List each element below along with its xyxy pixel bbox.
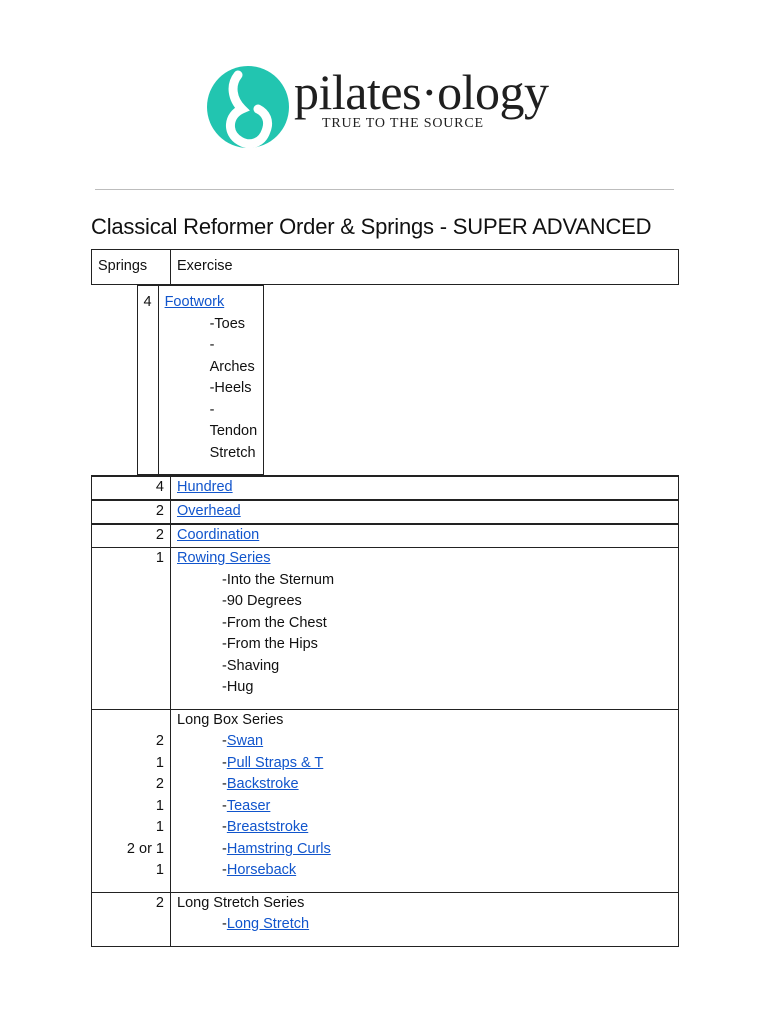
- dash: -: [222, 819, 227, 835]
- coordination-link[interactable]: Coordination: [177, 527, 260, 543]
- sub-item: -Shaving: [222, 657, 280, 674]
- sub-item: [177, 817, 672, 839]
- sub-item: [177, 796, 672, 818]
- sub-item: -Into the Sternum: [222, 571, 335, 588]
- springs-value: 1: [155, 754, 164, 771]
- sub-item: [177, 860, 672, 882]
- exercise-cell: [171, 709, 679, 892]
- dash: -: [222, 916, 227, 932]
- exercise-cell: [171, 476, 679, 500]
- dash: -: [222, 862, 227, 878]
- table-row: [92, 548, 679, 710]
- table-row: [92, 285, 171, 475]
- springs-value: 2 or 1: [126, 840, 164, 857]
- table-row: [92, 892, 679, 946]
- long-box-series-label: Long Box Series: [177, 711, 284, 728]
- sub-item: -Heels: [209, 380, 252, 396]
- springs-cell: 2: [92, 524, 171, 548]
- sub-item: [177, 774, 672, 796]
- dash: -: [222, 840, 227, 857]
- hamstring-curls-link[interactable]: Hamstring Curls: [226, 840, 331, 857]
- table-row: [92, 476, 679, 500]
- sub-item: [177, 731, 672, 753]
- long-stretch-link[interactable]: Long Stretch: [226, 916, 310, 932]
- rowing-series-link[interactable]: Rowing Series: [177, 550, 271, 566]
- exercise-cell: [171, 548, 679, 710]
- pull-straps-link[interactable]: Pull Straps & T: [226, 754, 324, 771]
- header-divider: [95, 189, 674, 190]
- pilatesology-logo: [206, 62, 586, 154]
- logo-tagline: TRUE TO THE SOURCE: [322, 116, 484, 131]
- sub-item: -Toes: [209, 315, 246, 332]
- springs-cell: 2: [92, 500, 171, 524]
- springs-value: 1: [155, 797, 164, 814]
- springs-cell: 1: [92, 548, 171, 710]
- table-row: [92, 709, 679, 892]
- page-title: Classical Reformer Order & Springs - SUPER ADVANCED: [91, 214, 652, 239]
- breaststroke-link[interactable]: Breaststroke: [226, 819, 309, 835]
- sub-item: -90 Degrees: [222, 593, 302, 609]
- sub-item: -Hug: [222, 679, 254, 695]
- springs-value: 1: [155, 862, 164, 878]
- springs-value: 2: [155, 776, 164, 792]
- sub-item: -From the Chest: [222, 614, 327, 631]
- horseback-link[interactable]: Horseback: [226, 862, 297, 878]
- exercise-cell: [171, 524, 679, 548]
- exercise-cell: [171, 500, 679, 524]
- springs-cell: 4: [137, 286, 158, 475]
- springs-cell: [92, 709, 171, 892]
- dash: -: [222, 754, 227, 771]
- swan-link[interactable]: Swan: [226, 733, 264, 749]
- springs-column-header: Springs: [92, 250, 171, 285]
- exercise-cell: [171, 892, 679, 946]
- overhead-link[interactable]: Overhead: [177, 503, 241, 519]
- exercise-column-header: Exercise: [171, 250, 679, 285]
- long-stretch-series-label: Long Stretch Series: [177, 894, 305, 911]
- springs-value: 1: [155, 819, 164, 835]
- springs-cell: 2: [92, 892, 171, 946]
- sub-item: -From the Hips: [222, 636, 318, 652]
- sub-item: [177, 839, 672, 861]
- dash: -: [222, 733, 227, 749]
- springs-cell: 4: [92, 476, 171, 500]
- pilatesology-logo-mark: [206, 65, 290, 149]
- sub-item: -Arches: [209, 337, 255, 375]
- sub-item: [177, 753, 672, 775]
- sub-item: [177, 914, 672, 936]
- logo-wordmark: pilates·ology: [294, 64, 549, 120]
- hundred-link[interactable]: Hundred: [177, 479, 233, 495]
- table-row: [92, 500, 679, 524]
- backstroke-link[interactable]: Backstroke: [226, 776, 299, 792]
- sub-item: -Tendon Stretch: [209, 401, 258, 461]
- springs-value: 2: [155, 733, 164, 749]
- table-header-row: [92, 250, 679, 285]
- teaser-link[interactable]: Teaser: [226, 797, 271, 814]
- exercise-cell: [158, 286, 264, 475]
- dash: -: [222, 797, 227, 814]
- table-row: [92, 524, 679, 548]
- reformer-order-table: [91, 249, 679, 947]
- footwork-link[interactable]: Footwork: [164, 294, 225, 310]
- dash: -: [222, 776, 227, 792]
